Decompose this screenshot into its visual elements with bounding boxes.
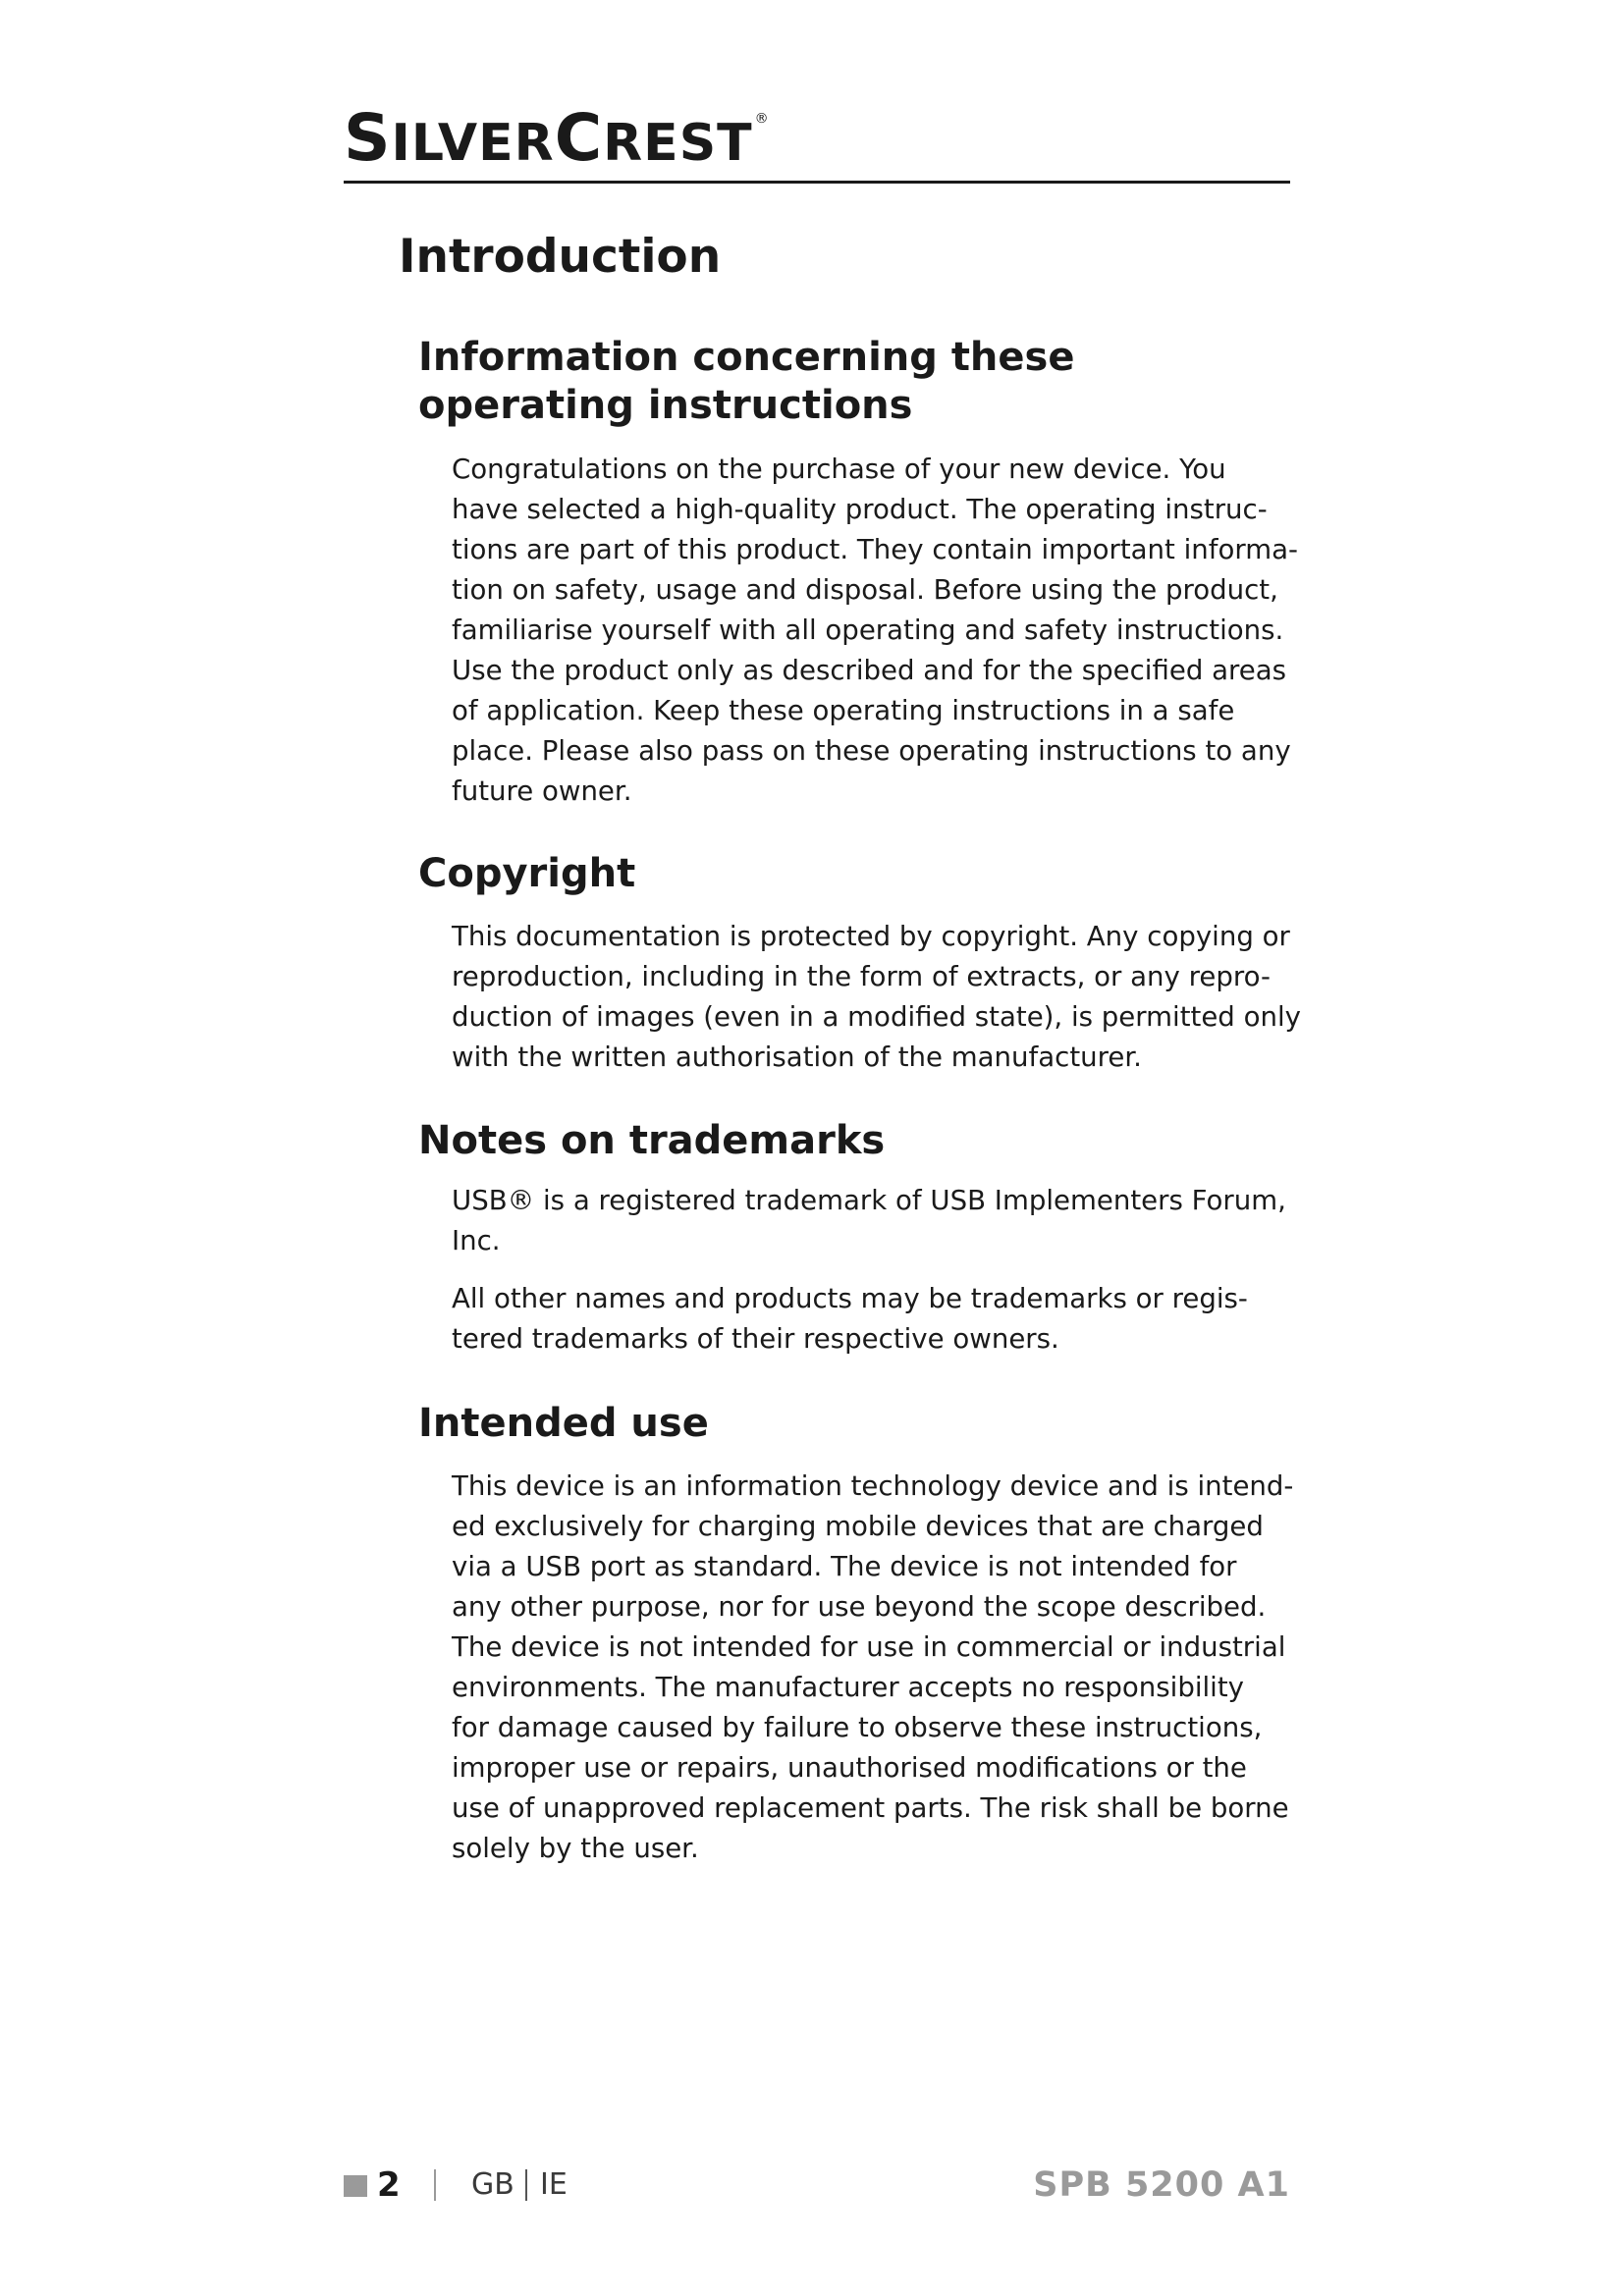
- paragraph-trademarks-usb: [452, 1180, 1316, 1260]
- text-line: have selected a high-quality product. The operating instruc-: [452, 493, 1268, 525]
- heading-line: Intended use: [418, 1401, 709, 1446]
- heading-line: operating instructions: [418, 383, 913, 428]
- section-heading-information: [418, 334, 1302, 430]
- paragraph-trademarks-other: [452, 1278, 1316, 1359]
- brand-registered-mark: ®: [754, 111, 770, 127]
- brand-part-ilver: ILVER: [391, 114, 555, 173]
- text-line: Use the product only as described and for the specified areas: [452, 654, 1287, 686]
- text-line: USB® is a registered trademark of USB Implementers Forum,: [452, 1184, 1286, 1216]
- text-line: improper use or repairs, unauthorised modifications or the: [452, 1751, 1247, 1784]
- text-line: tered trademarks of their respective owners.: [452, 1322, 1059, 1355]
- brand-letter-c: C: [554, 100, 604, 176]
- text-line: The device is not intended for use in commercial or industrial: [452, 1630, 1286, 1663]
- text-line: place. Please also pass on these operating instructions to any: [452, 734, 1291, 767]
- page-marker-square-icon: [344, 2175, 367, 2197]
- brand-logo: [344, 100, 770, 176]
- text-line: with the written authorisation of the manufacturer.: [452, 1041, 1142, 1073]
- text-line: This device is an information technology device and is intend-: [452, 1469, 1294, 1502]
- brand-letter-s: S: [344, 100, 392, 176]
- text-line: All other names and products may be trademarks or regis-: [452, 1282, 1248, 1314]
- section-heading-trademarks: [418, 1117, 1302, 1165]
- language-code-gb: GB: [471, 2167, 514, 2202]
- text-line: familiarise yourself with all operating and safety instructions.: [452, 614, 1284, 646]
- paragraph-information: [452, 449, 1316, 811]
- brand-part-rest: REST: [603, 114, 753, 173]
- footer-divider: [434, 2169, 436, 2201]
- text-line: Inc.: [452, 1224, 501, 1256]
- paragraph-intended-use: [452, 1466, 1316, 1868]
- language-code-ie: IE: [540, 2167, 568, 2202]
- text-line: Congratulations on the purchase of your new device. You: [452, 453, 1226, 485]
- text-line: of application. Keep these operating instructions in a safe: [452, 694, 1235, 726]
- text-line: any other purpose, nor for use beyond the scope described.: [452, 1590, 1267, 1623]
- section-heading-copyright: [418, 850, 1302, 898]
- text-line: solely by the user.: [452, 1832, 699, 1864]
- text-line: for damage caused by failure to observe these instructions,: [452, 1711, 1263, 1743]
- text-line: This documentation is protected by copyright. Any copying or: [452, 920, 1290, 952]
- text-line: reproduction, including in the form of extracts, or any repro-: [452, 960, 1271, 992]
- heading-line: Information concerning these: [418, 335, 1075, 380]
- chapter-title: Introduction: [399, 230, 722, 284]
- heading-line: Copyright: [418, 851, 636, 896]
- section-heading-intended-use: [418, 1400, 1302, 1448]
- header-rule: [344, 181, 1290, 184]
- text-line: environments. The manufacturer accepts no responsibility: [452, 1671, 1244, 1703]
- page-footer: [344, 2165, 1290, 2211]
- text-line: via a USB port as standard. The device is not intended for: [452, 1550, 1237, 1582]
- heading-line: Notes on trademarks: [418, 1118, 886, 1163]
- text-line: use of unapproved replacement parts. The risk shall be borne: [452, 1791, 1289, 1824]
- text-line: tion on safety, usage and disposal. Before using the product,: [452, 573, 1278, 606]
- footer-divider: [525, 2169, 527, 2201]
- model-number: SPB 5200 A1: [1033, 2165, 1290, 2205]
- text-line: ed exclusively for charging mobile devices that are charged: [452, 1510, 1264, 1542]
- text-line: future owner.: [452, 774, 632, 807]
- text-line: duction of images (even in a modified state), is permitted only: [452, 1000, 1301, 1033]
- text-line: tions are part of this product. They contain important informa-: [452, 533, 1298, 565]
- page-number: 2: [377, 2165, 401, 2205]
- paragraph-copyright: [452, 916, 1316, 1077]
